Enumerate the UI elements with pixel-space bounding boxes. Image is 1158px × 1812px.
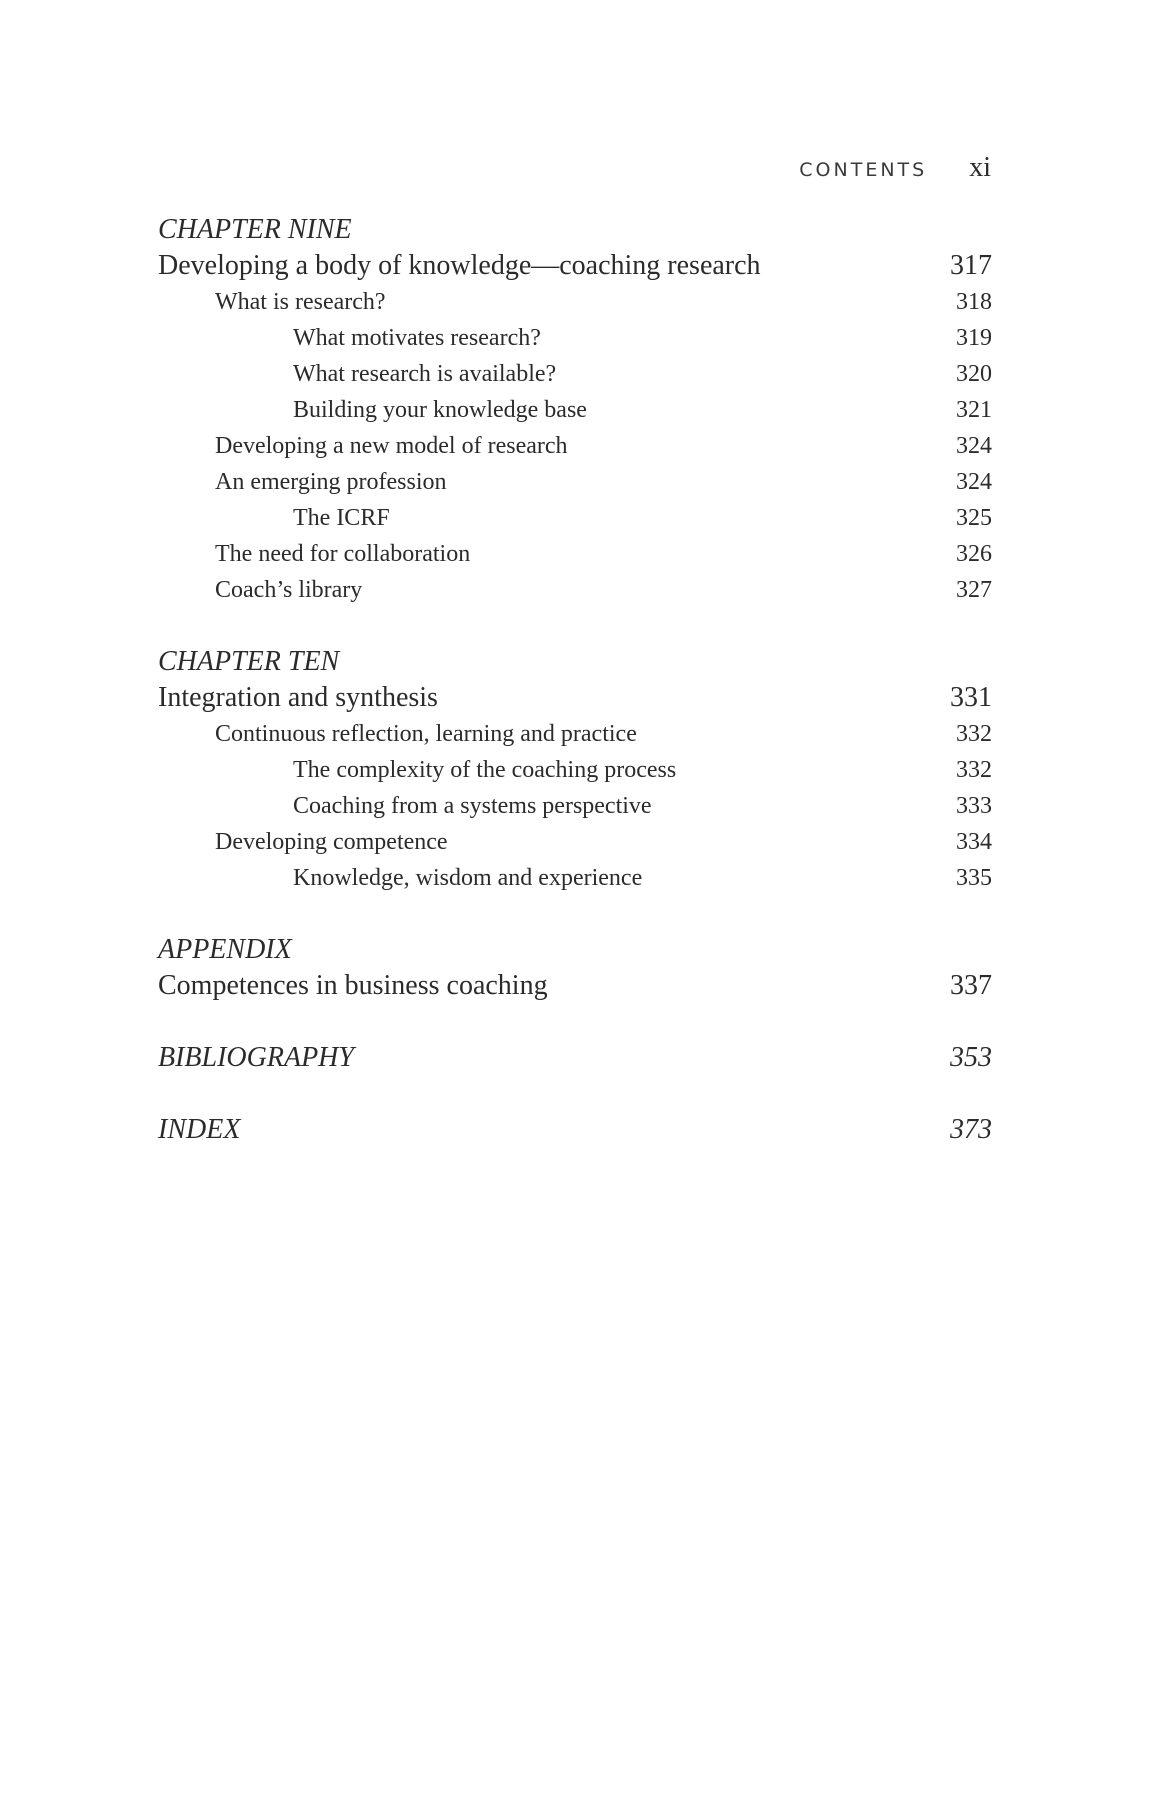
toc-entry-title: What is research? — [215, 289, 386, 315]
toc-entry[interactable] — [158, 572, 992, 608]
chapter-label: APPENDIX — [158, 934, 292, 965]
running-head-label: CONTENTS — [799, 159, 928, 181]
toc-entry-page: 334 — [956, 829, 992, 855]
toc-entry-page: 324 — [956, 469, 992, 495]
toc-entry[interactable] — [158, 680, 992, 716]
toc-entry[interactable] — [158, 356, 992, 392]
toc-entry-page: 317 — [950, 250, 992, 281]
toc-entry-page: 353 — [950, 1042, 992, 1073]
toc-entry-title: BIBLIOGRAPHY — [158, 1042, 354, 1073]
toc-entry-page: 337 — [950, 970, 992, 1001]
toc-entry-title: Integration and synthesis — [158, 682, 438, 713]
toc-entry-title: What research is available? — [293, 361, 557, 387]
toc-entry-page: 333 — [956, 793, 992, 819]
toc-section-chapter-nine — [158, 212, 992, 608]
toc-entry-title: Developing a new model of research — [215, 433, 568, 459]
toc-entry-page: 321 — [956, 397, 992, 423]
toc-entry[interactable] — [158, 464, 992, 500]
toc-entry-page: 332 — [956, 757, 992, 783]
toc-entry-title: Developing competence — [215, 829, 448, 855]
toc-entry-page: 373 — [950, 1114, 992, 1145]
toc-section-bibliography — [158, 1040, 992, 1076]
toc-entry-bibliography[interactable] — [158, 1040, 992, 1076]
toc-entry[interactable] — [158, 824, 992, 860]
toc-entry-title: Knowledge, wisdom and experience — [293, 865, 643, 891]
toc-entry[interactable] — [158, 536, 992, 572]
toc-entry-index[interactable] — [158, 1112, 992, 1148]
toc-entry-page: 318 — [956, 289, 992, 315]
toc-section-chapter-ten — [158, 644, 992, 896]
chapter-label: CHAPTER NINE — [158, 214, 352, 245]
toc-entry-title: INDEX — [158, 1114, 241, 1145]
toc-entry-title: The complexity of the coaching process — [293, 757, 677, 783]
toc-entry[interactable] — [158, 392, 992, 428]
toc-entry[interactable] — [158, 860, 992, 896]
toc-entry-page: 332 — [956, 721, 992, 747]
toc-entry-page: 319 — [956, 325, 992, 351]
toc-entry[interactable] — [158, 500, 992, 536]
toc-entry-title: Competences in business coaching — [158, 970, 548, 1001]
table-of-contents — [158, 212, 992, 1148]
toc-entry[interactable] — [158, 788, 992, 824]
toc-entry-title: Coaching from a systems perspective — [293, 793, 652, 819]
toc-entry-page: 320 — [956, 361, 992, 387]
toc-entry-title: Developing a body of knowledge—coaching research — [158, 250, 761, 281]
toc-entry-title: The need for collaboration — [215, 541, 471, 567]
toc-entry[interactable] — [158, 248, 992, 284]
toc-entry-page: 325 — [956, 505, 992, 531]
toc-entry[interactable] — [158, 752, 992, 788]
toc-entry-page: 331 — [950, 682, 992, 713]
toc-section-index — [158, 1112, 992, 1148]
toc-entry-title: Continuous reflection, learning and practice — [215, 721, 637, 747]
running-head — [799, 152, 991, 184]
toc-entry-title: What motivates research? — [293, 325, 541, 351]
toc-entry-page: 324 — [956, 433, 992, 459]
toc-entry-title: Coach’s library — [215, 577, 363, 603]
toc-entry[interactable] — [158, 428, 992, 464]
toc-entry-title: The ICRF — [293, 505, 390, 531]
toc-entry-page: 326 — [956, 541, 992, 567]
toc-entry[interactable] — [158, 716, 992, 752]
toc-entry[interactable] — [158, 284, 992, 320]
toc-entry[interactable] — [158, 320, 992, 356]
toc-entry-page: 335 — [956, 865, 992, 891]
page-folio: xi — [969, 152, 991, 183]
toc-entry-page: 327 — [956, 577, 992, 603]
toc-entry[interactable] — [158, 968, 992, 1004]
toc-entry-title: An emerging profession — [215, 469, 447, 495]
toc-entry-title: Building your knowledge base — [293, 397, 587, 423]
chapter-label: CHAPTER TEN — [158, 646, 340, 677]
toc-section-appendix — [158, 932, 992, 1004]
